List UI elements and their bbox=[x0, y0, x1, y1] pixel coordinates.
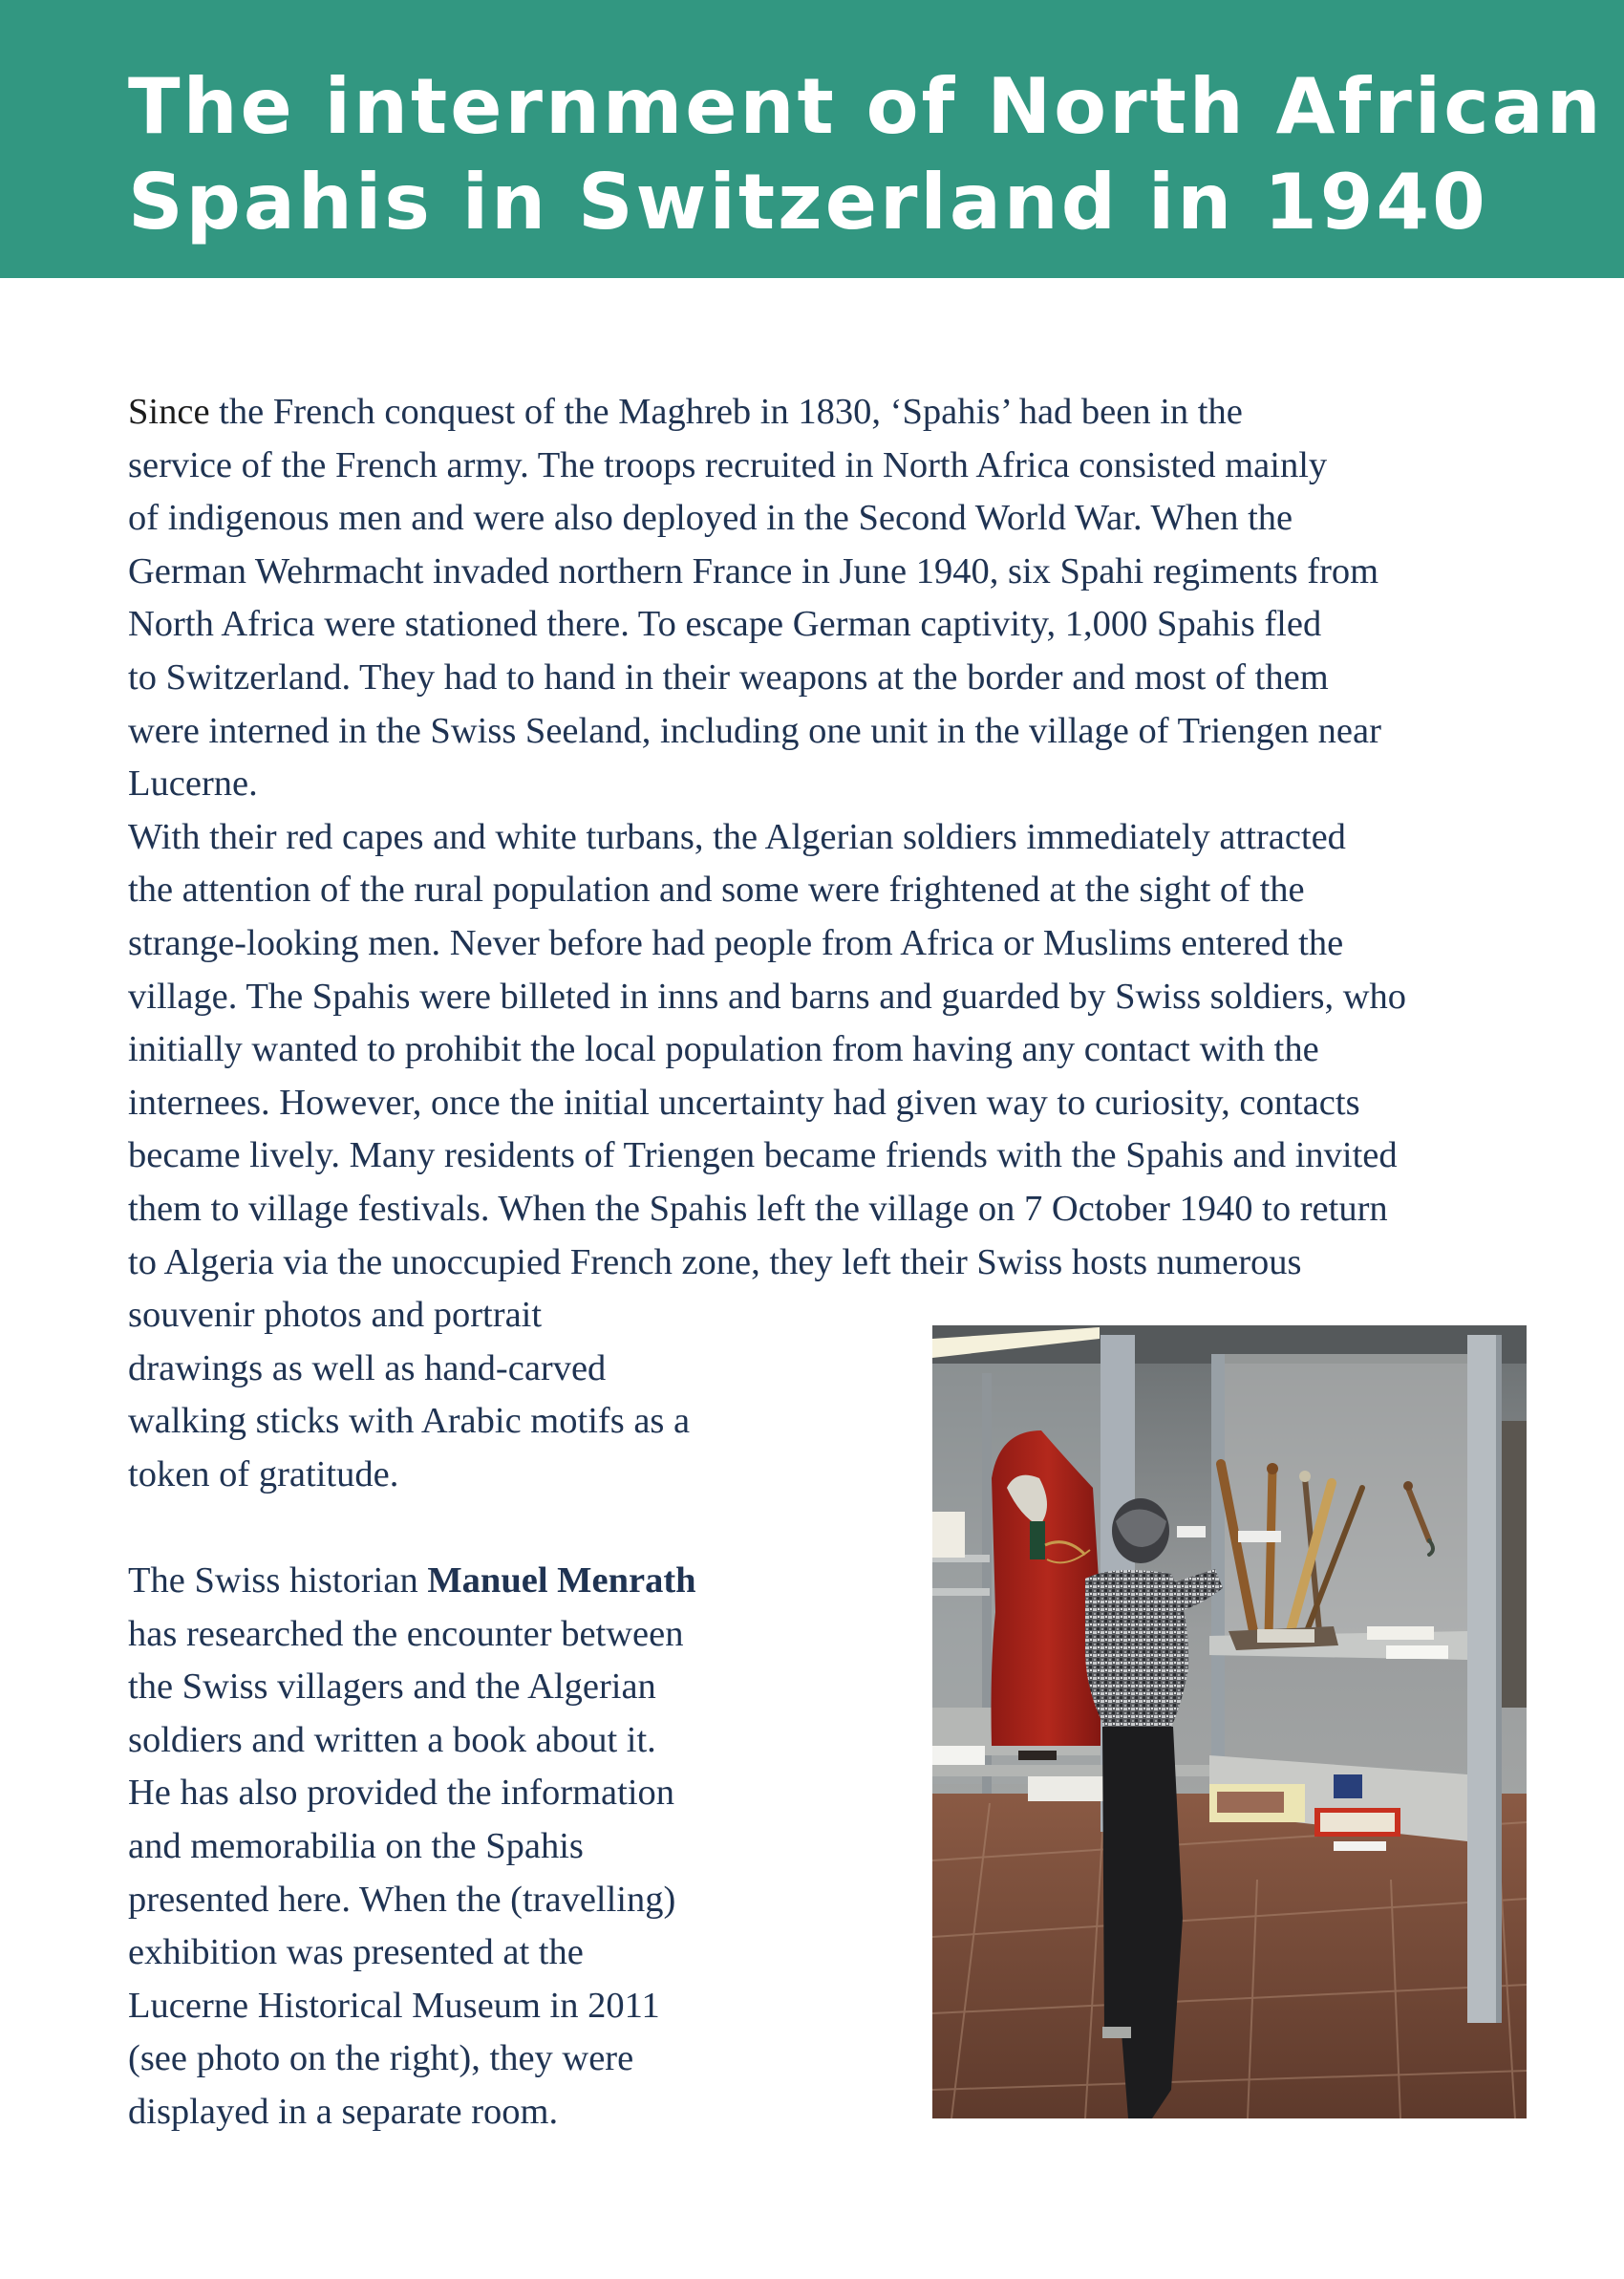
text-line: to Algeria via the unoccupied French zone, they left their Swiss hosts numerous bbox=[128, 1241, 1302, 1282]
lead-word: Since bbox=[128, 392, 210, 432]
text-line: (see photo on the right), they were bbox=[128, 2038, 634, 2079]
text-line: the attention of the rural population and some were frightened at the sight of the bbox=[128, 870, 1305, 911]
text-line: exhibition was presented at the bbox=[128, 1932, 584, 1973]
paragraph-intro bbox=[128, 386, 1406, 811]
text-line: token of gratitude. bbox=[128, 1453, 399, 1494]
text-line: displayed in a separate room. bbox=[128, 2092, 559, 2132]
main-case-back-panel bbox=[1225, 1354, 1467, 1650]
text-line: presented here. When the (travelling) bbox=[128, 1879, 676, 1920]
text-line: initially wanted to prohibit the local population from having any contact with the bbox=[128, 1029, 1319, 1070]
text-line: German Wehrmacht invaded northern France in June 1940, six Spahi regiments from bbox=[128, 550, 1379, 591]
museum-exhibit-photo bbox=[932, 1325, 1527, 2118]
text-line: Lucerne Historical Museum in 2011 bbox=[128, 1985, 660, 2026]
text-line: With their red capes and white turbans, the Algerian soldiers immediately attracted bbox=[128, 816, 1346, 857]
text-line: drawings as well as hand-carved bbox=[128, 1347, 607, 1388]
exhibit-label bbox=[1177, 1526, 1206, 1537]
text-line: were interned in the Swiss Seeland, including one unit in the village of Triengen near bbox=[128, 710, 1381, 751]
text-line: soldiers and written a book about it. bbox=[128, 1719, 656, 1760]
text-line: Lucerne. bbox=[128, 763, 258, 805]
text-line: of indigenous men and were also deployed in the Second World War. When the bbox=[128, 498, 1293, 539]
text-line: to Switzerland. They had to hand in their weapons at the border and most of them bbox=[128, 656, 1329, 698]
text-line: them to village festivals. When the Spahis left the village on 7 October 1940 to return bbox=[128, 1188, 1388, 1229]
text-line: souvenir photos and portrait bbox=[128, 1295, 543, 1336]
text-line: became lively. Many residents of Triengen became friends with the Spahis and invited bbox=[128, 1135, 1398, 1176]
text-line: and memorabilia on the Spahis bbox=[128, 1826, 584, 1867]
text-line: strange-looking men. Never before had people from Africa or Muslims entered the bbox=[128, 922, 1344, 963]
text-line: has researched the encounter between bbox=[128, 1613, 684, 1654]
text-line: Since the French conquest of the Maghreb in 1830, ‘Spahis’ had been in the bbox=[128, 392, 1243, 432]
historian-name: Manuel Menrath bbox=[427, 1560, 696, 1602]
text-line: the Swiss villagers and the Algerian bbox=[128, 1666, 656, 1708]
exhibit-label bbox=[1238, 1531, 1281, 1542]
title-line-1: The internment of North African bbox=[128, 62, 1604, 151]
text-line: He has also provided the information bbox=[128, 1773, 675, 1814]
text-line: service of the French army. The troops recruited in North Africa consisted mainly bbox=[128, 444, 1328, 485]
title-line-2: Spahis in Switzerland in 1940 bbox=[128, 158, 1488, 247]
text-line: walking sticks with Arabic motifs as a bbox=[128, 1401, 691, 1442]
page-title bbox=[128, 59, 1604, 250]
text-line: internees. However, once the initial uncertainty had given way to curiosity, contacts bbox=[128, 1082, 1360, 1123]
text-line: North Africa were stationed there. To escape German captivity, 1,000 Spahis fled bbox=[128, 604, 1322, 645]
text-line: village. The Spahis were billeted in inns and barns and guarded by Swiss soldiers, who bbox=[128, 976, 1407, 1017]
text-line: The Swiss historian Manuel Menrath bbox=[128, 1560, 696, 1602]
title-banner bbox=[0, 0, 1624, 278]
